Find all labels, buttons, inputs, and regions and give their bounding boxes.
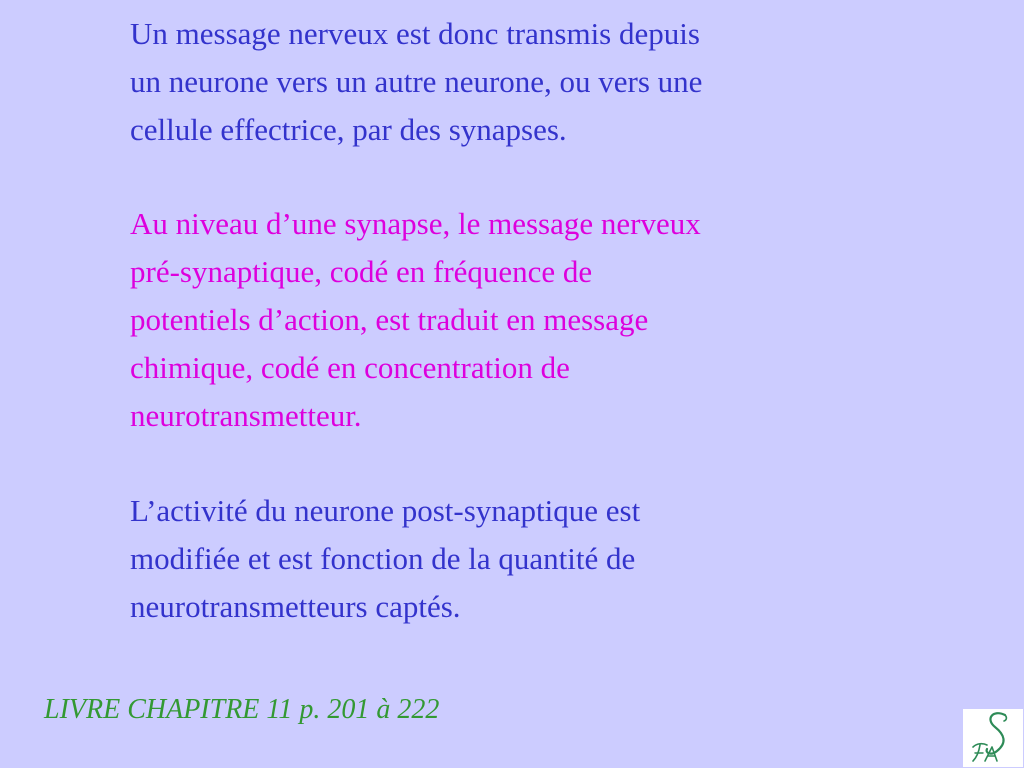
text-line: neurotransmetteurs captés. xyxy=(130,589,461,624)
paragraph-postsynaptic-activity xyxy=(130,487,910,631)
text-line: modifiée et est fonction de la quantité de xyxy=(130,541,636,576)
paragraph-synapse-coding xyxy=(130,200,910,440)
paragraph-message-transmission xyxy=(130,10,910,154)
text-line: un neurone vers un autre neurone, ou vers une xyxy=(130,64,703,99)
text-line: cellule effectrice, par des synapses. xyxy=(130,112,567,147)
text-line: L’activité du neurone post-synaptique est xyxy=(130,493,641,528)
text-line: pré-synaptique, codé en fréquence de xyxy=(130,254,593,289)
sfa-logo-icon xyxy=(963,709,1023,767)
footer-reference: LIVRE CHAPITRE 11 p. 201 à 222 xyxy=(44,694,440,725)
text-line: Un message nerveux est donc transmis depuis xyxy=(130,16,700,51)
text-line: potentiels d’action, est traduit en message xyxy=(130,302,649,337)
text-line: chimique, codé en concentration de xyxy=(130,350,570,385)
text-line: neurotransmetteur. xyxy=(130,398,362,433)
sfa-logo xyxy=(963,709,1023,767)
text-line: Au niveau d’une synapse, le message nerveux xyxy=(130,206,701,241)
